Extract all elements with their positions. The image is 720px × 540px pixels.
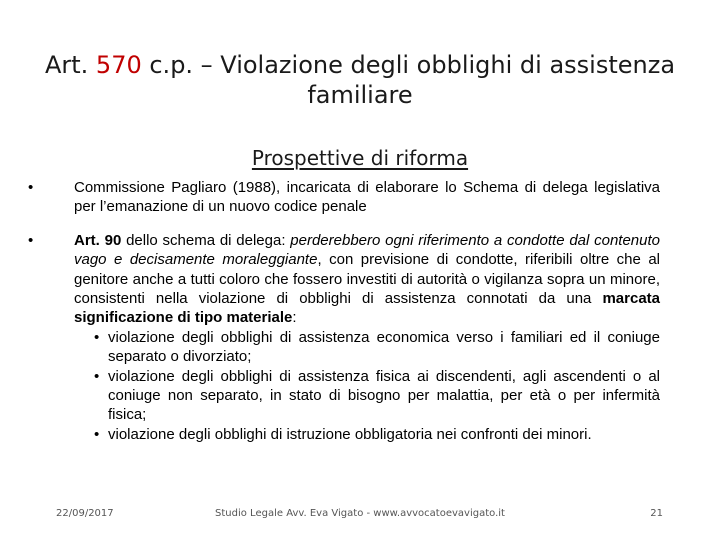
sub-bullet-marker: • <box>94 328 100 346</box>
sub-bullet-marker: • <box>94 425 100 443</box>
bullet-text-b: , con previsione di condotte, riferibili oltre che al genitore anche a tutti coloro che fossero investiti di autorità o vigilanza sopra un minore, consistenti nella violazione di obblighi di assistenza connotati da una <box>74 251 661 308</box>
slide-title <box>40 50 680 110</box>
bullet-text-a: dello schema di delega: <box>121 231 291 249</box>
sub-bullet-text: violazione degli obblighi di istruzione obbligatoria nei confronti dei minori. <box>108 425 592 443</box>
bullet-text-c: : <box>292 309 297 327</box>
footer-studio: Studio Legale Avv. Eva Vigato - www.avvocatoevavigato.it <box>215 508 505 519</box>
sub-bullet-economica <box>74 328 660 367</box>
bullet-bold-text: marcata significazione di tipo materiale <box>74 290 660 327</box>
title-suffix: c.p. – Violazione degli obblighi di assistenza familiare <box>141 51 676 109</box>
slide-body <box>28 178 660 444</box>
bullet-marker: • <box>28 179 34 196</box>
title-article-number: 570 <box>95 51 142 79</box>
article-reference: Art. 90 <box>74 231 122 249</box>
subtitle-text: Prospettive di riforma <box>251 146 469 170</box>
title-prefix: Art. <box>44 51 96 79</box>
bullet-italic-text: perderebbero ogni riferimento a condotte dal contenuto vago e decisamente moraleggiante <box>74 231 661 269</box>
slide-subtitle <box>0 146 720 170</box>
footer-page-number: 21 <box>650 508 663 519</box>
sub-bullet-text: violazione degli obblighi di assistenza fisica ai discendenti, agli ascendenti o al coniuge non separato, in stato di bisogno per malattia, per età o per infermità fisica; <box>108 367 660 424</box>
bullet-text: Commissione Pagliaro (1988), incaricata di elaborare lo Schema di delega legislativa per l’emanazione di un nuovo codice penale <box>74 179 660 216</box>
sub-bullet-fisica <box>74 367 660 425</box>
sub-bullet-marker: • <box>94 367 100 385</box>
sub-bullet-istruzione <box>74 425 660 444</box>
bullet-commissione <box>28 178 660 217</box>
bullet-art-90 <box>28 231 660 444</box>
bullet-marker: • <box>28 231 34 249</box>
footer-date: 22/09/2017 <box>56 508 114 519</box>
sub-bullet-text: violazione degli obblighi di assistenza economica verso i familiari ed il coniuge separato o divorziato; <box>108 328 660 366</box>
